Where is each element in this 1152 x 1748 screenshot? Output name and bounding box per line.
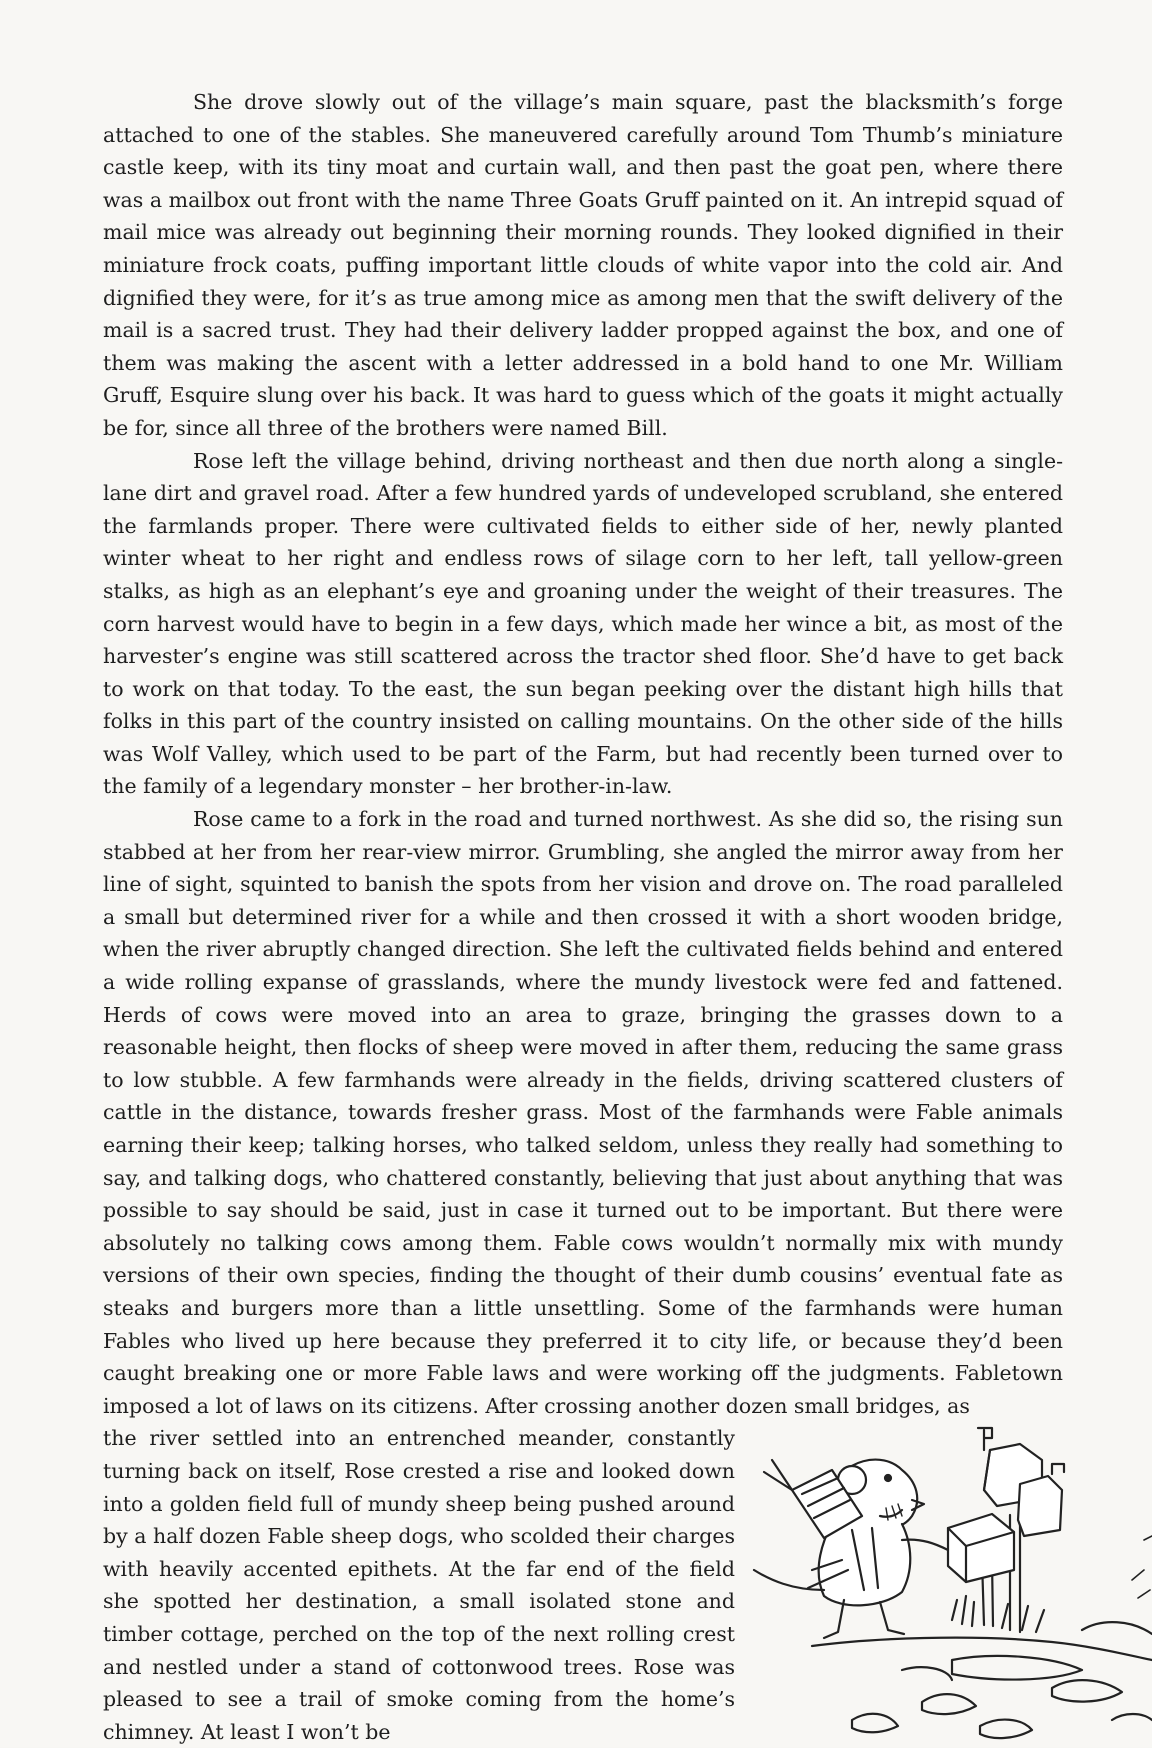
paragraph-3: Rose came to a fork in the road and turned northwest. As she did so, the rising sun stabbed at her from her rear-view mirror. Grumbling, she angled the mirror away from her line of sight, squinted to banish the spots from her vision and drove on. The road paralleled a small but determined river for a while and then crossed it with a short wooden bridge, when the river abruptly changed direction. She left the cultivated fields behind and entered a wide rolling expanse of grasslands, where the mundy livestock were fed and fattened. Herds of cows were moved into an area to graze, bringing the grasses down to a reasonable height, then flocks of sheep were moved in after them, reducing the same grass to low stubble. A few farmhands were already in the fields, driving scattered clusters of cattle in the distance, towards fresher grass. Most of the farmhands were Fable animals earning their keep; talking horses, who talked seldom, unless they really had something to say, and talking dogs, who chattered constantly, believing that just about anything that was possible to say should be said, just in case it turned out to be important. But there were absolutely no talking cows among them. Fable cows wouldn’t normally mix with mundy versions of their own species, finding the thought of their dumb cousins’ eventual fate as steaks and burgers more than a little unsettling. Some of the farmhands were human Fables who lived up here because they preferred it to city life, or because they’d been caught breaking one or more Fable laws and were working off the judgments. Fabletown imposed a lot of laws on its citizens. After crossing another dozen small bridges, as	[103, 807, 1063, 1418]
paragraph-4: the river settled into an entrenched meander, constantly turning back on itself, Rose crested a rise and looked down into a golden field full of mundy sheep being pushed around by a half dozen Fable sheep dogs, who scolded their charges with heavily accented epithets. At the far end of the field she spotted her destination, a small isolated stone and timber cottage, perched on the top of the next rolling crest and nestled under a stand of cottonwood trees. Rose was pleased to see a trail of smoke coming from the home’s chimney. At least I won’t be	[103, 1426, 735, 1744]
paragraph-1: She drove slowly out of the village’s main square, past the blacksmith’s forge attached to one of the stables. She maneuvered carefully around Tom Thumb’s miniature castle keep, with its tiny moat and curtain wall, and then past the goat pen, where there was a mailbox out front with the name Three Goats Gruff painted on it. An intrepid squad of mail mice was already out beginning their morning rounds. They looked dignified in their miniature frock coats, puffing important little clouds of white vapor into the cold air. And dignified they were, for it’s as true among mice as among men that the swift delivery of the mail is a sacred trust. They had their delivery ladder propped against the box, and one of them was making the ascent with a letter addressed in a bold hand to one Mr. William Gruff, Esquire slung over his back. It was hard to guess which of the goats it might actually be for, since all three of the brothers were named Bill.	[103, 90, 1063, 440]
mail-mouse-icon	[752, 1420, 1152, 1747]
paragraph-2: Rose left the village behind, driving northeast and then due north along a single-lane dirt and gravel road. After a few hundred yards of undeveloped scrubland, she entered the farmlands proper. There were cultivated fields to either side of her, newly planted winter wheat to her right and endless rows of silage corn to her left, tall yellow-green stalks, as high as an elephant’s eye and groaning under the weight of their treasures. The corn harvest would have to begin in a few days, which made her wince a bit, as most of the harvester’s engine was still scattered across the tractor shed floor. She’d have to get back to work on that today. To the east, the sun began peeking over the distant high hills that folks in this part of the country insisted on calling mountains. On the other side of the hills was Wolf Valley, which used to be part of the Farm, but had recently been turned over to the family of a legendary monster – her brother-in-law.	[103, 448, 1063, 799]
